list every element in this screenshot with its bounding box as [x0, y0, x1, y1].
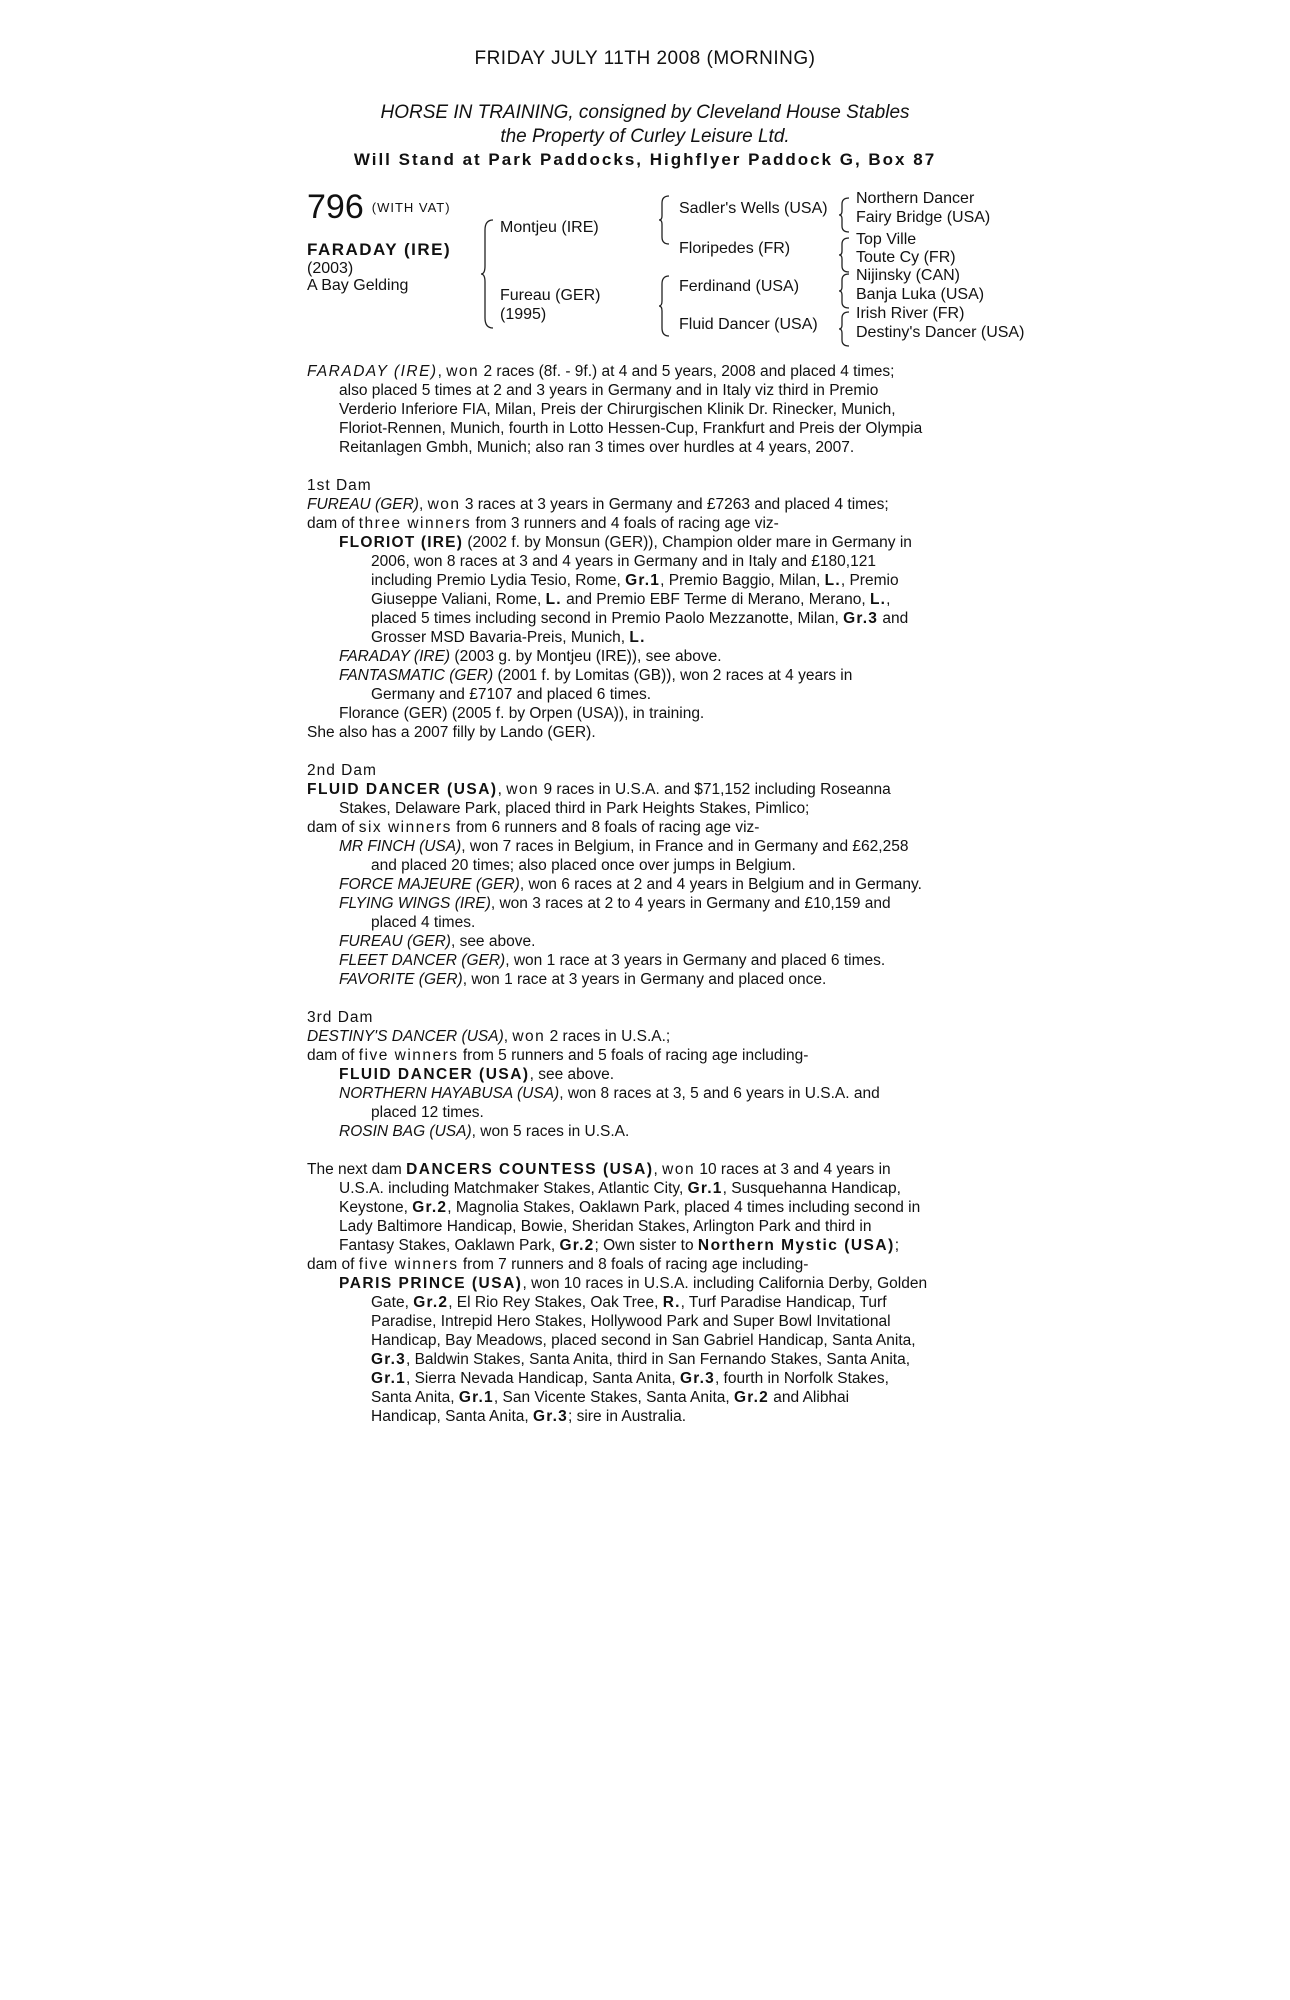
pedigree-g8: Destiny's Dancer (USA) — [856, 324, 1025, 341]
pedigree-dam-year: (1995) — [500, 306, 547, 323]
horse-record: FARADAY (IRE), won 2 races (8f. - 9f.) at 4 and 5 years, 2008 and placed 4 times; also placed 5 times at 2 and 3 years in Germany and in Italy viz third in Premio Verderio Inferiore FIA, Milan, Preis der Chirurgischen Klinik Dr. Rinecker, Munich, Floriot-Rennen, Munich, fourth in Lotto Hessen-Cup, Frankfurt and Preis der Olympia Reitanlagen Gmbh, Munich; also ran 3 times over hurdles at 4 years, 2007. — [307, 363, 923, 456]
progeny-name: FUREAU (GER) — [339, 933, 451, 950]
progeny-name: MR FINCH (USA) — [339, 838, 462, 855]
progeny-name: FORCE MAJEURE (GER) — [339, 876, 520, 893]
first-dam-note: She also has a 2007 filly by Lando (GER). — [307, 724, 596, 741]
progeny-name: NORTHERN HAYABUSA (USA) — [339, 1085, 560, 1102]
pedigree-sire: Montjeu (IRE) — [500, 219, 599, 236]
pedigree-g1: Northern Dancer — [856, 190, 975, 207]
consignment-line: HORSE IN TRAINING, consigned by Cleveland House Stables — [380, 102, 910, 123]
lot-number-value: 796 — [307, 188, 364, 226]
progeny-name: FLYING WINGS (IRE) — [339, 895, 491, 912]
pedigree-brace-g4 — [838, 310, 852, 348]
pedigree-g6: Banja Luka (USA) — [856, 286, 985, 303]
catalogue-body — [307, 362, 977, 1426]
second-dam-section: 2nd Dam FLUID DANCER (USA), won 9 races in U.S.A. and $71,152 including Roseanna Stakes, Delaware Park, placed third in Park Heights Stakes, Pimlico; dam of six winners from 6 runners and 8 foals of racing age viz- MR FINCH (USA), won 7 races in Belgium, in France and in Germany and £62,258 and placed 20 times; also placed once over jumps in Belgium. FORCE MAJEURE (GER), won 6 races at 2 and 4 years in Belgium and in Germany. FLYING WINGS (IRE), won 3 races at 2 to 4 years in Germany and £10,159 and placed 4 times. FUREAU (GER), see above. FLEET DANCER (GER), won 1 race at 3 years in Germany and placed 6 times. FAVORITE (GER), won 1 race at 3 years in Germany and placed once. — [307, 761, 977, 989]
third-dam-heading: 3rd Dam — [307, 1009, 374, 1026]
progeny-entry: Florance (GER) (2005 f. by Orpen (USA)), in training. — [339, 705, 705, 722]
pedigree-dam-sire: Ferdinand (USA) — [679, 278, 800, 295]
progeny-name: FLUID DANCER (USA) — [339, 1066, 530, 1083]
progeny-name: FLEET DANCER (GER) — [339, 952, 506, 969]
pedigree-g3: Top Ville — [856, 231, 917, 248]
horse-year: (2003) — [307, 260, 354, 277]
pedigree-brace-g1 — [838, 196, 852, 234]
pedigree-sire-sire: Sadler's Wells (USA) — [679, 200, 828, 217]
first-dam-name: FUREAU (GER) — [307, 496, 419, 513]
property-line: the Property of Curley Leisure Ltd. — [500, 126, 790, 147]
pedigree-brace-sire — [658, 194, 672, 246]
progeny-name: FAVORITE (GER) — [339, 971, 463, 988]
pedigree-g4: Toute Cy (FR) — [856, 249, 956, 266]
pedigree-brace-g3 — [838, 272, 852, 310]
next-dam-name: DANCERS COUNTESS (USA) — [406, 1161, 654, 1178]
horse-description: A Bay Gelding — [307, 277, 409, 294]
pedigree-g5: Nijinsky (CAN) — [856, 267, 960, 284]
third-dam-section: 3rd Dam DESTINY'S DANCER (USA), won 2 races in U.S.A.; dam of five winners from 5 runners and 5 foals of racing age including- FLUID DANCER (USA), see above. NORTHERN HAYABUSA (USA), won 8 races at 3, 5 and 6 years in U.S.A. and placed 12 times. ROSIN BAG (USA), won 5 races in U.S.A. — [307, 1008, 977, 1141]
pedigree-brace-dam — [658, 274, 672, 338]
pedigree-g7: Irish River (FR) — [856, 305, 965, 322]
second-dam-name: FLUID DANCER (USA) — [307, 781, 498, 798]
pedigree-g2: Fairy Bridge (USA) — [856, 209, 991, 226]
pedigree-dam-dam: Fluid Dancer (USA) — [679, 316, 818, 333]
pedigree-brace-g2 — [838, 236, 852, 274]
sale-date: FRIDAY JULY 11TH 2008 (MORNING) — [474, 48, 816, 69]
progeny-name: FANTASMATIC (GER) — [339, 667, 494, 684]
pedigree-dam: Fureau (GER) — [500, 287, 601, 304]
progeny-name: FARADAY (IRE) — [339, 648, 451, 665]
pedigree-brace-main — [480, 218, 496, 330]
progeny-name: FLORIOT (IRE) — [339, 534, 464, 551]
vat-note: (WITH VAT) — [371, 200, 451, 215]
record-horse-name: FARADAY (IRE) — [307, 363, 438, 380]
lot-number — [307, 188, 451, 227]
stand-location: Will Stand at Park Paddocks, Highflyer Paddock G, Box 87 — [353, 150, 937, 169]
third-dam-name: DESTINY'S DANCER (USA) — [307, 1028, 504, 1045]
pedigree-sire-dam: Floripedes (FR) — [679, 240, 791, 257]
next-dam-section: The next dam DANCERS COUNTESS (USA), won 10 races at 3 and 4 years in U.S.A. including Matchmaker Stakes, Atlantic City, Gr.1, Susquehanna Handicap, Keystone, Gr.2, Magnolia Stakes, Oaklawn Park, placed 4 times including second in Lady Baltimore Handicap, Bowie, Sheridan Stakes, Arlington Park and third in Fantasy Stakes, Oaklawn Park, Gr.2; Own sister to Northern Mystic (USA); dam of five winners from 7 runners and 8 foals of racing age including- PARIS PRINCE (USA), won 10 races in U.S.A. including California Derby, Golden Gate, Gr.2, El Rio Rey Stakes, Oak Tree, R., Turf Paradise Handicap, Turf Paradise, Intrepid Hero Stakes, Hollywood Park and Super Bowl Invitational Handicap, Bay Meadows, placed second in San Gabriel Handicap, Santa Anita, Gr.3, Baldwin Stakes, Santa Anita, third in San Fernando Stakes, Santa Anita, Gr.1, Sierra Nevada Handicap, Santa Anita, Gr.3, fourth in Norfolk Stakes, Santa Anita, Gr.1, San Vicente Stakes, Santa Anita, Gr.2 and Alibhai Handicap, Santa Anita, Gr.3; sire in Australia. — [307, 1161, 928, 1425]
first-dam-heading: 1st Dam — [307, 477, 372, 494]
progeny-name: ROSIN BAG (USA) — [339, 1123, 472, 1140]
horse-name: FARADAY (IRE) — [307, 240, 452, 259]
first-dam-section: 1st Dam FUREAU (GER), won 3 races at 3 years in Germany and £7263 and placed 4 times; dam of three winners from 3 runners and 4 foals of racing age viz- FLORIOT (IRE) (2002 f. by Monsun (GER)), Champion older mare in Germany in 2006, won 8 races at 3 and 4 years in Germany and in Italy and £180,121 including Premio Lydia Tesio, Rome, Gr.1, Premio Baggio, Milan, L., Premio Giuseppe Valiani, Rome, L. and Premio EBF Terme di Merano, Merano, L., placed 5 times including second in Premio Paolo Mezzanotte, Milan, Gr.3 and Grosser MSD Bavaria-Preis, Munich, L. FARADAY (IRE) (2003 g. by Montjeu (IRE)), see above. FANTASMATIC (GER) (2001 f. by Lomitas (GB)), won 2 races at 4 years in Germany and £7107 and placed 6 times. Florance (GER) (2005 f. by Orpen (USA)), in training. She also has a 2007 filly by Lando (GER). — [307, 476, 977, 742]
progeny-name: PARIS PRINCE (USA) — [339, 1275, 523, 1292]
second-dam-heading: 2nd Dam — [307, 762, 377, 779]
